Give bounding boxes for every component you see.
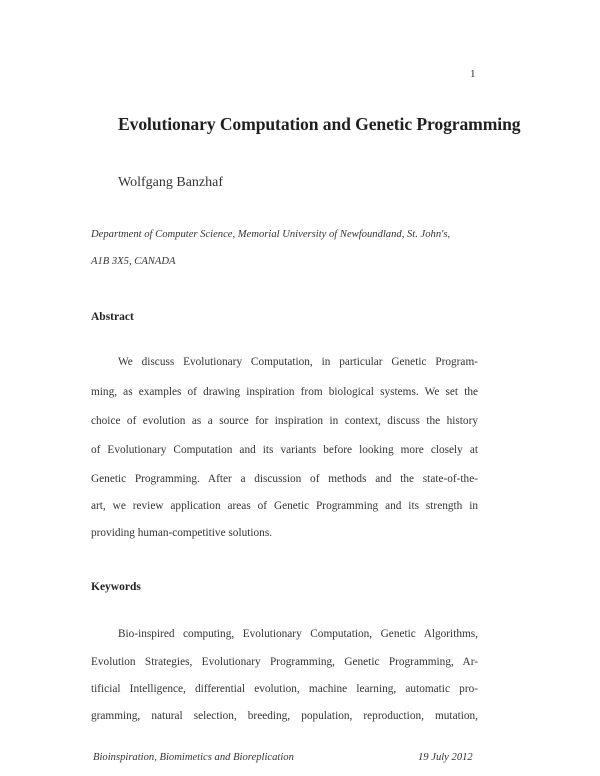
keywords-line: gramming, natural selection, breeding, population, reproduction, mutation, <box>91 710 478 722</box>
abstract-line: Genetic Programming. After a discussion of methods and the state-of-the- <box>91 473 478 485</box>
keywords-line: Bio-inspired computing, Evolutionary Computation, Genetic Algorithms, <box>118 628 478 640</box>
abstract-line: of Evolutionary Computation and its variants before looking more closely at <box>91 444 478 456</box>
abstract-line: art, we review application areas of Genetic Programming and its strength in <box>91 500 478 512</box>
paper-title: Evolutionary Computation and Genetic Programming <box>118 114 521 134</box>
abstract-line: providing human-competitive solutions. <box>91 527 273 539</box>
affiliation-line-2: A1B 3X5, CANADA <box>91 256 176 267</box>
footer-journal: Bioinspiration, Biomimetics and Bioreplication <box>93 752 294 763</box>
keywords-line: Evolution Strategies, Evolutionary Programming, Genetic Programming, Ar- <box>91 656 478 668</box>
abstract-line: ming, as examples of drawing inspiration from biological systems. We set the <box>91 386 478 398</box>
abstract-line: We discuss Evolutionary Computation, in particular Genetic Program- <box>118 356 478 368</box>
affiliation-line-1: Department of Computer Science, Memorial University of Newfoundland, St. John's, <box>91 229 451 240</box>
footer-date: 19 July 2012 <box>418 752 473 763</box>
keywords-line: tificial Intelligence, differential evolution, machine learning, automatic pro- <box>91 683 478 695</box>
page-number: 1 <box>470 68 476 80</box>
abstract-heading: Abstract <box>91 311 134 323</box>
author-name: Wolfgang Banzhaf <box>118 175 223 190</box>
keywords-heading: Keywords <box>91 581 141 593</box>
abstract-line: choice of evolution as a source for inspiration in context, discuss the history <box>91 415 478 427</box>
